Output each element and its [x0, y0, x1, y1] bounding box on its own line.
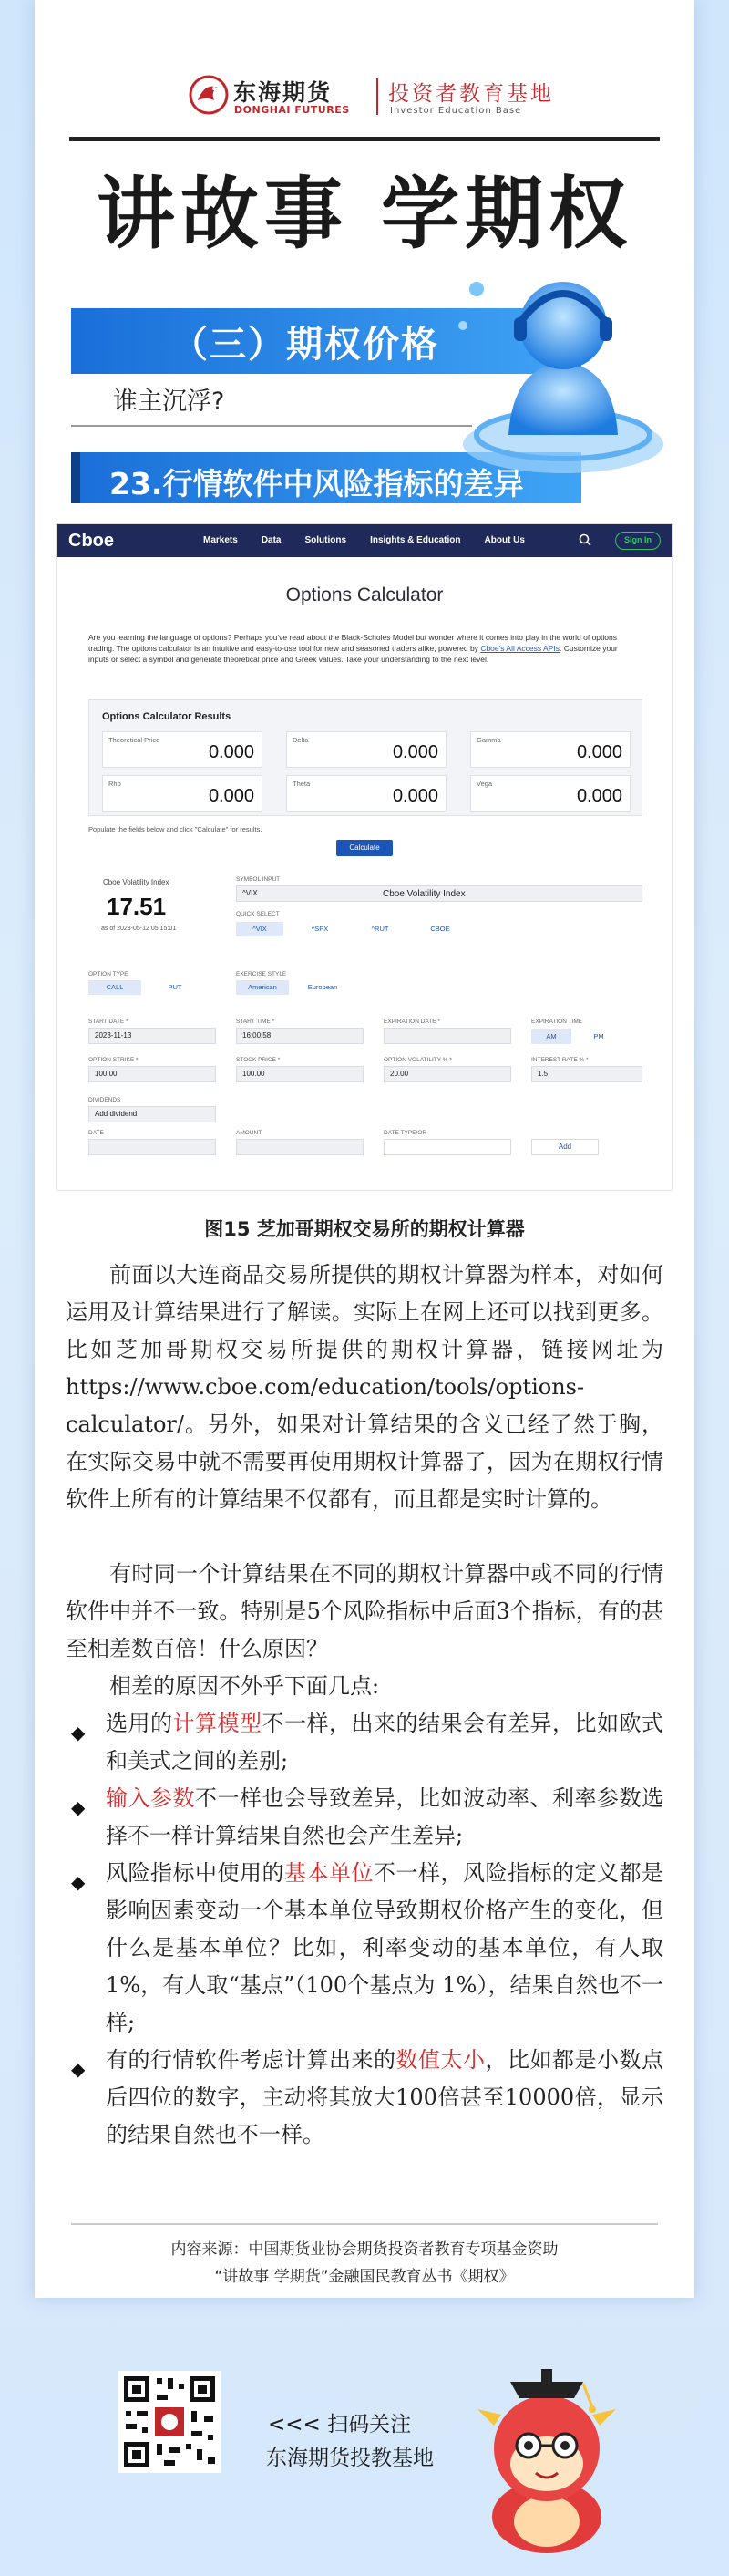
bullet-item-3 [66, 1855, 663, 2042]
exercise-style-label: EXERCISE STYLE [236, 971, 287, 978]
nav-item-markets[interactable]: Markets [203, 535, 238, 545]
result-value: 0.000 [392, 742, 438, 762]
follow-prompt: <<< 扫码关注 [268, 2413, 412, 2436]
bullet-item-1 [66, 1705, 663, 1780]
calculate-button[interactable]: Calculate [336, 840, 393, 856]
bullet-highlight: 基本单位 [284, 1860, 374, 1886]
result-value: 0.000 [208, 786, 254, 806]
bullet-highlight: 输入参数 [106, 1785, 195, 1811]
bullet-text: 不一样，出来的结果会有差异，比如欧式和美式之间的差别; [106, 1711, 663, 1774]
dragon-mascot-icon [465, 2362, 629, 2553]
nav-item-data[interactable]: Data [261, 535, 282, 545]
vix-asof: as of 2023-05-12 05:15:01 [101, 926, 177, 932]
lesson-ribbon-accent [71, 452, 80, 503]
start-time-input[interactable]: 16:00:58 [236, 1028, 364, 1044]
add-dividend-button[interactable]: Add [531, 1139, 599, 1155]
dividend-amount-label: AMOUNT [236, 1130, 262, 1136]
brand-name-en: DONGHAI FUTURES [234, 104, 350, 116]
dividend-amount-input[interactable] [236, 1139, 364, 1155]
quick-select-vix[interactable]: ^VIX [236, 922, 283, 936]
dividend-datetype-input[interactable] [384, 1139, 511, 1155]
option-type-put[interactable]: PUT [168, 983, 182, 991]
result-label: Delta [293, 736, 309, 744]
result-theta [286, 775, 447, 812]
donghai-logo-icon [187, 73, 231, 117]
volatility-label: OPTION VOLATILITY % * [384, 1057, 452, 1063]
exercise-european[interactable]: European [307, 983, 338, 991]
result-value: 0.000 [576, 786, 622, 806]
dividend-date-label: DATE [88, 1130, 104, 1136]
result-label: Gamma [477, 736, 501, 744]
expiration-date-input[interactable] [384, 1028, 511, 1044]
nav-item-about[interactable]: About Us [484, 535, 525, 545]
diamond-bullet-icon: ◆ [71, 1871, 86, 1893]
nav-item-insights[interactable]: Insights & Education [370, 535, 461, 545]
quick-select-cboe[interactable]: CBOE [430, 925, 450, 933]
exercise-american[interactable]: American [236, 980, 289, 995]
paragraph-2: 有时同一个计算结果在不同的期权计算器中或不同的行情软件中并不一致。特别是5个风险指标中后面3个指标，有的甚至相差数百倍！什么原因？ [66, 1561, 663, 1661]
figure-caption: 图15 芝加哥期权交易所的期权计算器 [204, 1218, 525, 1240]
strike-label: OPTION STRIKE * [88, 1057, 139, 1063]
result-gamma [470, 731, 631, 768]
content-source: 内容来源：中国期货业协会期货投资者教育专项基金资助 [170, 2240, 559, 2259]
stock-price-label: STOCK PRICE * [236, 1057, 281, 1063]
result-value: 0.000 [208, 742, 254, 762]
volatility-input[interactable]: 20.00 [384, 1066, 511, 1082]
brand-separator [376, 78, 378, 115]
bullet-text: 有的行情软件考虑计算出来的 [106, 2047, 396, 2073]
book-reference: “讲故事 学期货”金融国民教育丛书《期权》 [214, 2268, 515, 2286]
expiration-time-label: EXPIRATION TIME [531, 1019, 583, 1025]
result-theoretical-price [102, 731, 262, 768]
symbol-input-label: SYMBOL INPUT [236, 876, 281, 883]
subtitle-underline [71, 425, 472, 427]
title-divider [69, 137, 660, 141]
intro-text-end: . Customize your inputs or select a symbol and generate theoretical price and Greek values. Take your understanding to the next level. [88, 644, 618, 664]
symbol-value: ^VIX [242, 889, 258, 897]
diamond-bullet-icon: ◆ [71, 1796, 86, 1818]
result-rho [102, 775, 262, 812]
follow-account-name: 东海期货投教基地 [266, 2447, 434, 2470]
expiration-am[interactable]: AM [531, 1029, 571, 1044]
vix-label: Cboe Volatility Index [103, 878, 169, 886]
symbol-input[interactable] [236, 885, 642, 902]
calculator-title: Options Calculator [285, 585, 444, 605]
dividend-datetype-label: DATE TYPE/OR [384, 1130, 427, 1136]
result-label: Vega [477, 780, 493, 788]
article-card [35, 0, 694, 2298]
vix-value: 17.51 [107, 893, 167, 920]
populate-hint: Populate the fields below and click "Calculate" for results. [88, 825, 262, 833]
result-label: Theta [293, 780, 311, 788]
bullet-item-2 [66, 1780, 663, 1855]
diamond-bullet-icon: ◆ [71, 1722, 86, 1743]
result-vega [470, 775, 631, 812]
api-link[interactable]: Cboe's All Access APIs [480, 644, 560, 653]
base-name-cn: 投资者教育基地 [388, 82, 554, 106]
bullet-item-4 [66, 2042, 663, 2154]
bullet-text: ，比如都是小数点后四位的数字，主动将其放大100倍甚至10000倍，显示的结果自然也不一样。 [106, 2047, 663, 2147]
result-value: 0.000 [576, 742, 622, 762]
bullet-highlight: 计算模型 [172, 1711, 262, 1736]
sign-in-button[interactable]: Sign In [615, 532, 661, 550]
bullet-text: 风险指标中使用的 [106, 1860, 284, 1886]
subtitle: 谁主沉浮? [113, 388, 225, 416]
bullet-highlight: 数值太小 [395, 2047, 486, 2073]
intro-text: Are you learning the language of options? Perhaps you've read about the Black-Scholes Model but wonder where it comes into play in the world of options trading. The options calculator is an intuitive and easy-to-use tool for new and seasoned traders alike, powered by [88, 633, 617, 653]
cboe-nav-menu [203, 535, 525, 545]
cboe-logo[interactable]: Cboe [68, 531, 114, 551]
result-delta [286, 731, 447, 768]
expiration-pm[interactable]: PM [593, 1032, 604, 1040]
paragraph-3: 相差的原因不外乎下面几点: [109, 1673, 380, 1699]
dividends-label: DIVIDENDS [88, 1097, 121, 1103]
results-title: Options Calculator Results [102, 711, 231, 722]
cboe-calculator-screenshot [56, 523, 673, 1191]
add-dividend-select[interactable]: Add dividend [88, 1106, 216, 1122]
result-label: Rho [108, 780, 121, 788]
lesson-title: 23.行情软件中风险指标的差异 [109, 466, 524, 502]
option-type-label: OPTION TYPE [88, 971, 128, 978]
quick-select-spx[interactable]: ^SPX [311, 925, 329, 933]
paragraph-1: 前面以大连商品交易所提供的期权计算器为样本，对如何运用及计算结果进行了解读。实际上在网上还可以找到更多。比如芝加哥期权交易所提供的期权计算器，链接网址为https://www.cboe.com/education/tools/options-calculator/。另外，如果对计算结果的含义已经了然于胸，在实际交易中就不需要再使用期权计算器了，因为在期权行情软件上所有的计算结果不仅都有，而且都是实时计算的。 [66, 1262, 663, 1512]
brand-header [35, 69, 694, 124]
footer-divider [71, 2223, 658, 2225]
base-name-en: Investor Education Base [390, 106, 522, 116]
interest-rate-input[interactable]: 1.5 [531, 1066, 642, 1082]
page-title: 讲故事 学期权 [97, 169, 632, 260]
diamond-bullet-icon: ◆ [71, 2058, 86, 2080]
bullet-text: 不一样，风险指标的定义都是影响因素变动一个基本单位导致期权价格产生的变化，但什么是基本单位？比如，利率变动的基本单位，有人取1%，有人取“基点”（100个基点为 1%），结果自然也不一样; [106, 1860, 663, 2035]
nav-item-solutions[interactable]: Solutions [304, 535, 347, 545]
calculator-intro [88, 632, 635, 665]
option-type-call[interactable]: CALL [88, 980, 141, 995]
bullet-text: 选用的 [106, 1711, 173, 1736]
start-time-label: START TIME * [236, 1019, 275, 1025]
section-title: （三）期权价格 [171, 324, 439, 366]
bullet-text: 不一样也会导致差异，比如波动率、利率参数选择不一样计算结果自然也会产生差异; [106, 1785, 663, 1848]
dividend-date-input[interactable] [88, 1139, 216, 1155]
vix-summary [88, 871, 225, 958]
interest-rate-label: INTEREST RATE % * [531, 1057, 589, 1063]
mascot-figure-icon [426, 239, 682, 485]
stock-price-input[interactable]: 100.00 [236, 1066, 364, 1082]
result-value: 0.000 [392, 786, 438, 806]
strike-input[interactable]: 100.00 [88, 1066, 216, 1082]
start-date-input[interactable]: 2023-11-13 [88, 1028, 216, 1044]
cboe-navbar [57, 524, 672, 557]
start-date-label: START DATE * [88, 1019, 128, 1025]
quick-select-label: QUICK SELECT [236, 911, 280, 917]
symbol-name: Cboe Volatility Index [383, 889, 466, 899]
search-icon[interactable] [579, 533, 591, 546]
results-panel [88, 699, 642, 816]
expiration-date-label: EXPIRATION DATE * [384, 1019, 440, 1025]
result-label: Theoretical Price [108, 736, 160, 744]
qr-code-icon[interactable] [118, 2371, 221, 2473]
brand-name-cn: 东海期货 [233, 79, 333, 106]
quick-select-rut[interactable]: ^RUT [371, 925, 389, 933]
